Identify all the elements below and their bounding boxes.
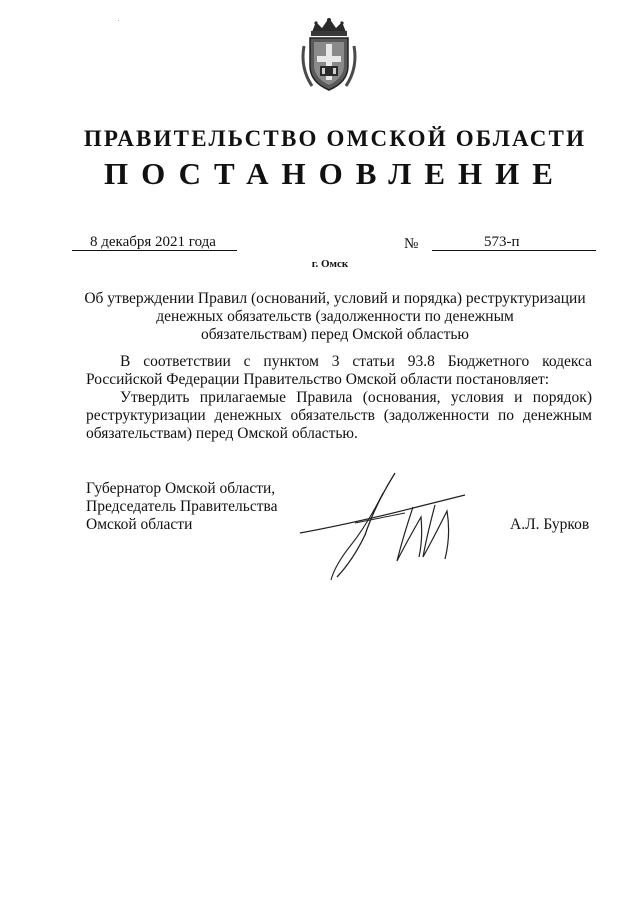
document-subject [70,290,600,344]
document-body [86,353,592,443]
organization-title: ПРАВИТЕЛЬСТВО ОМСКОЙ ОБЛАСТИ [83,126,587,151]
subject-line: Об утверждении Правил (оснований, условий и порядка) реструктуризации [84,290,586,307]
subject-line: денежных обязательств (задолженности по денежным [156,308,514,325]
scan-speck [118,20,119,21]
city-label: г. Омск [311,258,349,270]
subject-line: обязательствам) перед Омской областью [200,326,469,343]
document-type-heading: ПОСТАНОВЛЕНИЕ [104,156,566,191]
document-number: 573-п [432,234,596,251]
body-paragraph: В соответствии с пунктом 3 статьи 93.8 Бюджетного кодекса Российской Федерации Правительство Омской области постановляет: [86,353,592,388]
signer-position [86,480,306,534]
omsk-coat-of-arms-icon [298,16,360,94]
handwritten-signature-icon [295,465,475,585]
signer-name: А.Л. Бурков [510,516,590,533]
document-date: 8 декабря 2021 года [72,234,237,251]
signer-position-line: Губернатор Омской области, [86,480,276,497]
signer-position-line: Омской области [86,516,193,533]
signer-position-line: Председатель Правительства [86,498,278,515]
body-paragraph: Утвердить прилагаемые Правила (основания, условия и порядок) реструктуризации денежных обязательств (задолженности по денежным обязательствам) перед Омской областью. [86,389,592,442]
number-sign: № [404,236,419,252]
